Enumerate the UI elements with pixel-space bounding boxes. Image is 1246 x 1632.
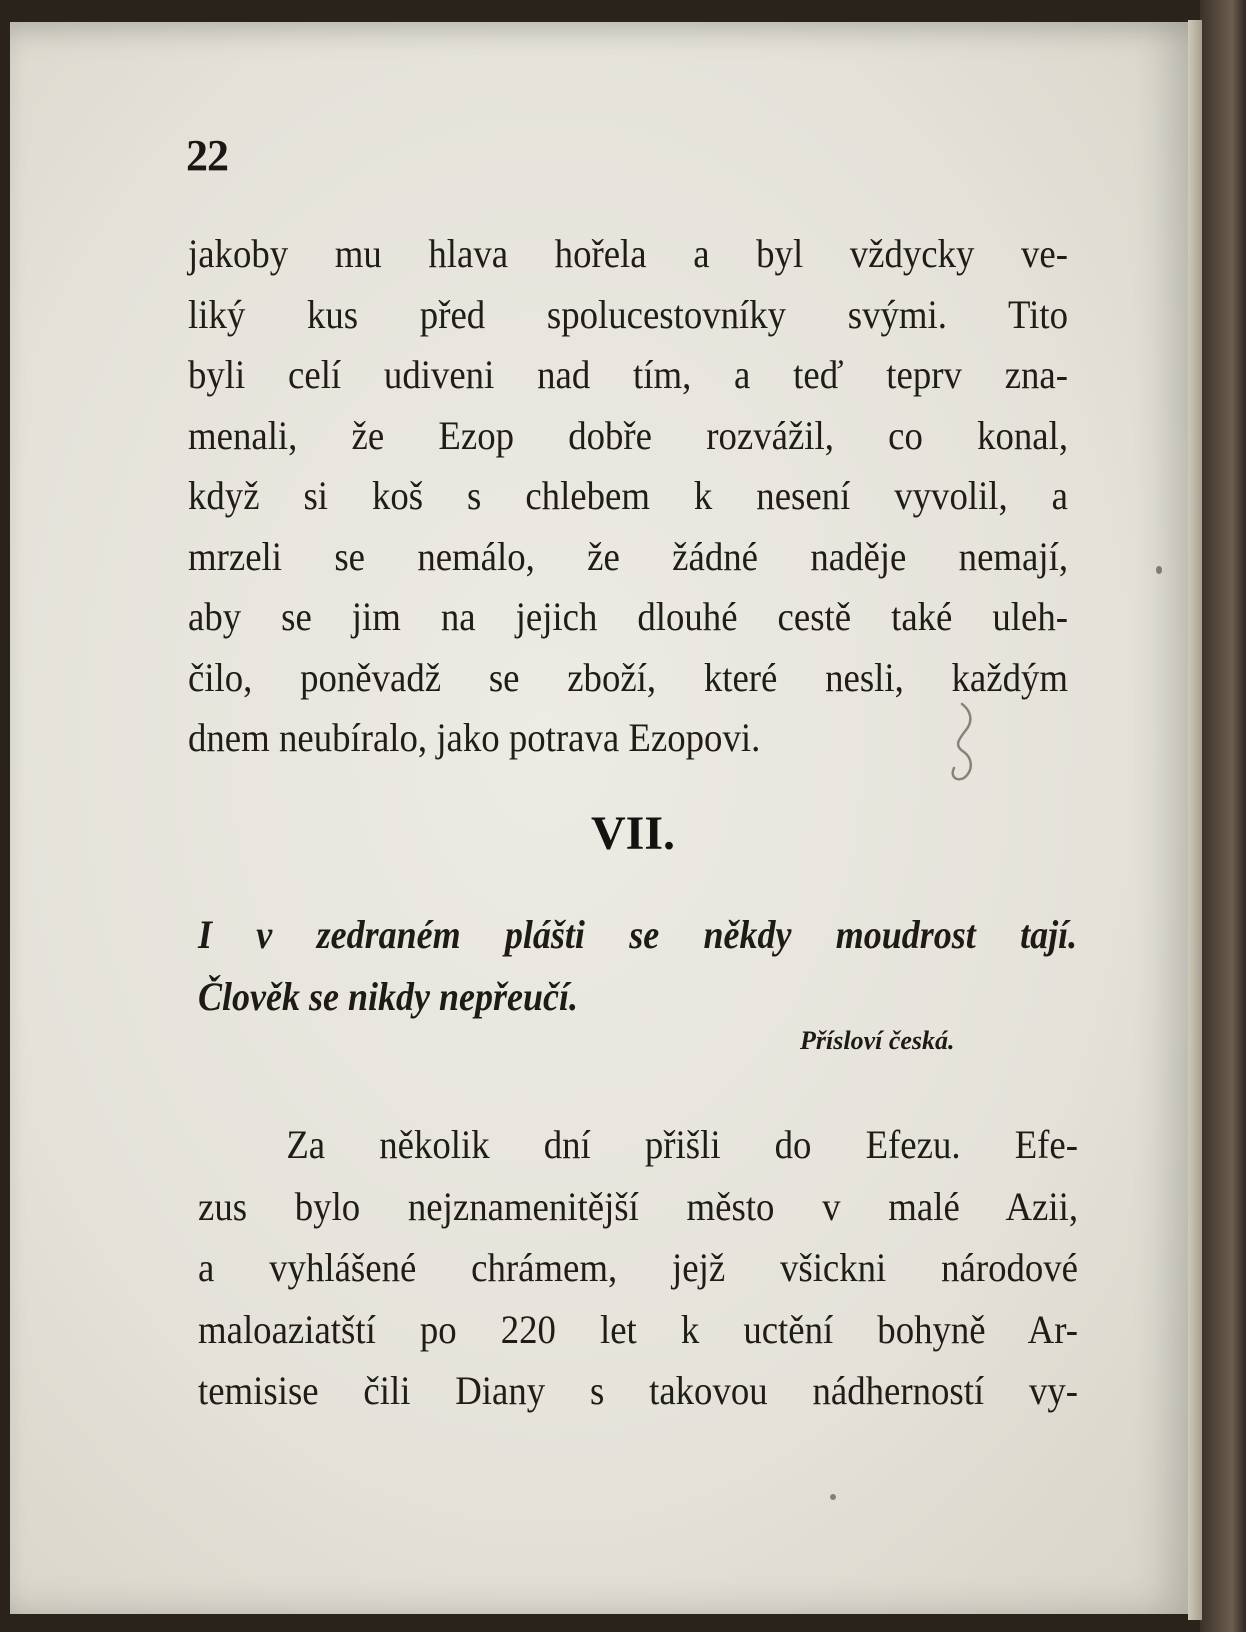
text-line: liký kus před spolucestovníky svými. Tito [188,291,1069,337]
pencil-mark [940,700,980,784]
motto-line: Člověk se nikdy nepřeučí. [198,974,578,1019]
ink-spot [830,1494,836,1500]
text-line: aby se jim na jejich dlouhé cestě také uleh- [188,594,1069,639]
text-line: dnem neubíralo, jako potrava Ezopovi. [188,715,761,760]
motto [198,904,1078,1028]
text-line: jakoby mu hlava hořela a byl vždycky ve- [188,231,1069,276]
text-line: a vyhlášené chrámem, jejž všickni národové [198,1245,1079,1290]
page-number: 22 [186,131,228,180]
motto-attribution: Přísloví česká. [800,1026,955,1055]
text-line: menali, že Ezop dobře rozvážil, co konal, [188,412,1069,458]
text-line: temisise čili Diany s takovou nádherností vy- [198,1368,1079,1413]
chapter-heading: VII. [590,807,676,860]
text-line: byli celí udiveni nad tím, a teď teprv zna- [188,352,1069,397]
paragraph-1 [188,224,1068,769]
motto-line: I v zedraném plášti se někdy moudrost tají. [198,912,1078,957]
text-line: Za několik dní přišli do Efezu. Efe- [286,1122,1079,1167]
paragraph-2 [198,1114,1078,1422]
text-line: zus bylo nejznamenitější město v malé Azii, [198,1183,1079,1229]
text-line: když si koš s chlebem k nesení vyvolil, a [188,473,1069,518]
text-line: maloaziatští po 220 let k uctění bohyně Ar- [198,1306,1079,1352]
text-line: mrzeli se nemálo, že žádné naděje nemají, [188,533,1069,579]
ink-spot [1156,566,1162,574]
text-line: čilo, poněvadž se zboží, které nesli, každým [188,654,1069,700]
